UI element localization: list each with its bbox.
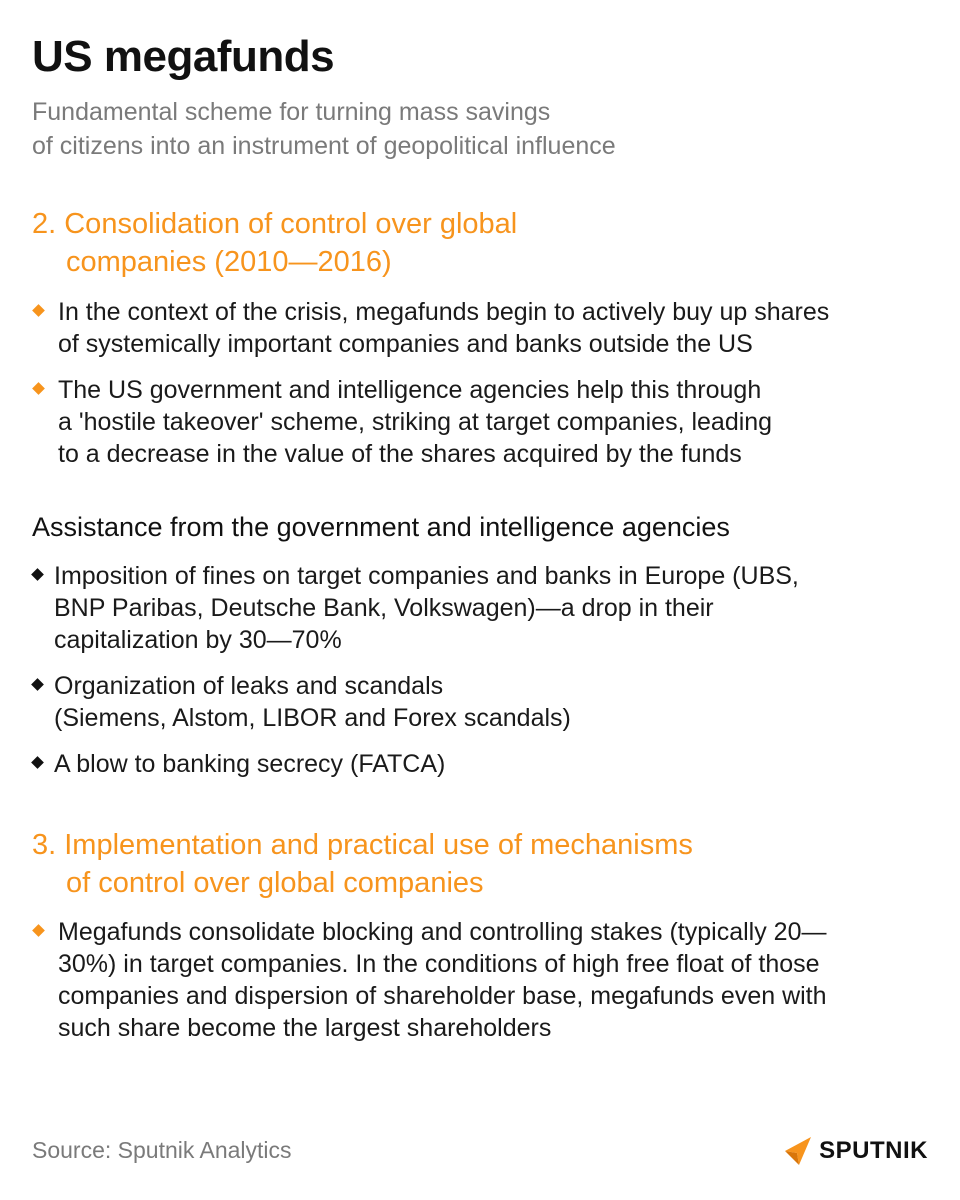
list-item (32, 560, 922, 656)
section-2-heading (32, 205, 912, 281)
assistance-heading: Assistance from the government and intelligence agencies (32, 512, 730, 542)
section-2-heading-line1: 2. Consolidation of control over global (32, 208, 518, 240)
list-item-line: The US government and intelligence agencies help this through (58, 376, 762, 404)
diamond-black-icon (31, 756, 44, 769)
list-item-line: BNP Paribas, Deutsche Bank, Volkswagen)—a drop in their (54, 594, 714, 622)
list-item-line: a 'hostile takeover' scheme, striking at target companies, leading (58, 408, 773, 436)
section-3-heading-line2: of control over global companies (66, 867, 484, 899)
list-item (32, 670, 922, 734)
diamond-black-icon (31, 568, 44, 581)
assistance-bullet-list (32, 560, 922, 794)
list-item-line: A blow to banking secrecy (FATCA) (54, 750, 446, 778)
list-item-line: Imposition of fines on target companies and banks in Europe (UBS, (54, 562, 799, 590)
section-2-bullet-list (32, 296, 922, 484)
diamond-orange-icon (32, 924, 45, 937)
list-item-line: (Siemens, Alstom, LIBOR and Forex scandals) (54, 704, 571, 732)
list-item-line: capitalization by 30—70% (54, 626, 342, 654)
list-item (32, 748, 922, 780)
diamond-orange-icon (32, 304, 45, 317)
subtitle-line: of citizens into an instrument of geopolitical influence (32, 132, 616, 160)
list-item-line: Organization of leaks and scandals (54, 672, 444, 700)
source-note: Source: Sputnik Analytics (32, 1137, 292, 1163)
list-item-line: to a decrease in the value of the shares acquired by the funds (58, 440, 742, 468)
list-item-line: 30%) in target companies. In the conditions of high free float of those (58, 950, 820, 978)
list-item (32, 374, 922, 470)
list-item-line: such share become the largest shareholders (58, 1014, 552, 1042)
section-2-heading-line2: companies (2010—2016) (66, 246, 392, 278)
list-item-line: In the context of the crisis, megafunds begin to actively buy up shares (58, 298, 830, 326)
section-3-heading (32, 826, 912, 902)
logo-text: SPUTNIK (819, 1137, 928, 1164)
list-item-line: of systemically important companies and banks outside the US (58, 330, 753, 358)
section-3-bullet-list (32, 916, 922, 1058)
list-item-line: Megafunds consolidate blocking and controlling stakes (typically 20— (58, 918, 827, 946)
list-item-line: companies and dispersion of shareholder base, megafunds even with (58, 982, 827, 1010)
diamond-orange-icon (32, 382, 45, 395)
list-item (32, 916, 922, 1044)
page-title: US megafunds (32, 32, 335, 81)
sputnik-logo (783, 1135, 928, 1167)
sputnik-logo-icon (783, 1135, 813, 1167)
page-subtitle (32, 95, 892, 163)
diamond-black-icon (31, 678, 44, 691)
subtitle-line: Fundamental scheme for turning mass savings (32, 98, 551, 126)
list-item (32, 296, 922, 360)
section-3-heading-line1: 3. Implementation and practical use of mechanisms (32, 829, 693, 861)
